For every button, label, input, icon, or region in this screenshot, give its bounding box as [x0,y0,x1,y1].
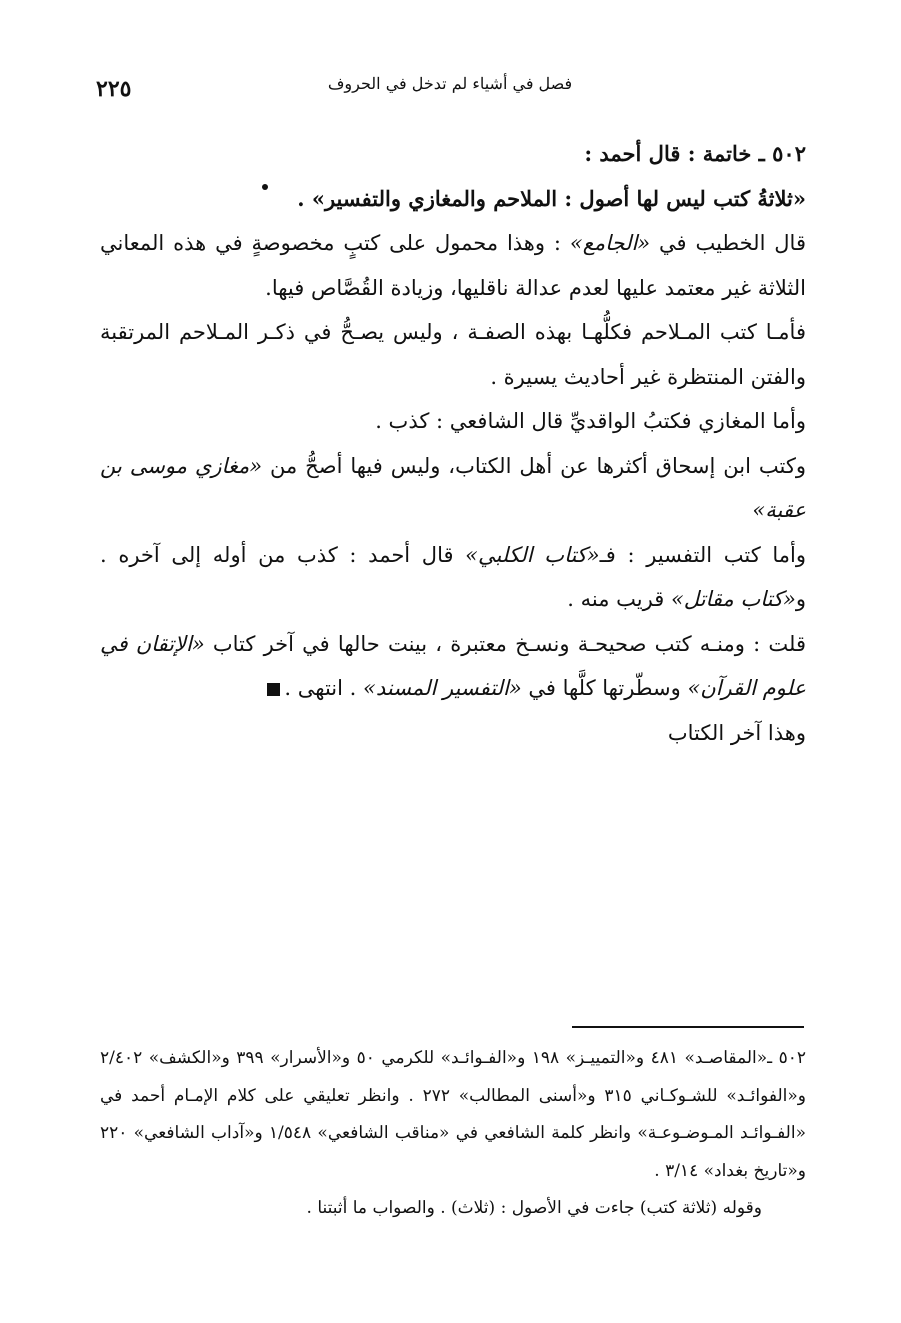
paragraph-8 [100,622,806,711]
end-square-mark [267,683,280,696]
book-title: «الجامع» [569,231,651,255]
paragraph-7 [100,533,806,622]
text-run: وأما كتب التفسير : فـ [599,542,806,567]
running-header: فصل في أشياء لم تدخل في الحروف [327,74,573,93]
text-run: قلت : ومنـه كتب صحيحـة ونسـخ معتبرة ، بينت حالها في آخر كتاب [204,631,806,656]
book-title: «مغازي موسى بن عقبة» [100,453,806,522]
page-number: ٢٢٥ [96,76,132,102]
paragraph-4: فأمـا كتب المـلاحم فكلُّهـا بهذه الصفـة ، وليس يصـحُّ في ذكـر المـلاحم المرتقبة والفتن المنتظرة غير أحاديث يسيرة . [100,320,806,389]
text-run: قال الخطيب في [650,231,806,255]
text-run: : وهذا محمول على كتبٍ مخصوصةٍ في هذه المعاني الثلاثة غير معتمد عليها لعدم عدالة ناقليها، وزيادة القُصَّاص فيها. [100,231,806,300]
paragraph-closing: وهذا آخر الكتاب [667,720,806,745]
book-title: «كتاب الكلبي» [465,542,600,567]
paragraph-5: وأما المغازي فكتبُ الواقديِّ قال الشافعي : كذب . [375,409,806,433]
paragraph-quote: «ثلاثةُ كتب ليس لها أصول : الملاحم والمغازي والتفسير» . [297,185,806,211]
paragraph-heading: ٥٠٢ ـ خاتمة : قال أحمد : [584,141,806,166]
book-title: «كتاب مقاتل» [670,587,796,611]
footnotes [100,1040,806,1228]
text-run: وسطّرتها كلَّها في [521,676,688,700]
footnote-2: وقوله (ثلاثة كتب) جاءت في الأصول : (ثلاث) . والصواب ما أثبتنا . [306,1198,762,1218]
paragraph-3 [100,221,806,310]
paragraph-6 [100,444,806,533]
footnote-1: ٥٠٢ ـ«المقاصـد» ٤٨١ و«التمييـز» ١٩٨ و«الفـوائـد» للكرمي ٥٠ و«الأسرار» ٣٩٩ و«الكشف» ٢/٤٠٢ و«الفوائـد» للشـوكـاني ٣١٥ و«أسنى المطالب» ٢٧٢ . وانظر تعليقي على كلام الإمـام أحمد في «الفـوائـد المـوضـوعـة» وانظر كلمة الشافعي في «مناقب الشافعي» ١/٥٤٨ و«آداب الشافعي» ٢٢٠ و«تاريخ بغداد» ٣/١٤ . [100,1048,806,1181]
text-run: قال أحمد : كذب من أوله إلى آخره . و [100,542,806,611]
text-run: . انتهى . [284,676,363,700]
book-title: «التفسير المسند» [362,676,522,700]
text-run: قريب منه . [567,587,671,611]
main-text [100,132,806,755]
text-run: وكتب ابن إسحاق أكثرها عن أهل الكتاب، وليس فيها أصحُّ من [262,453,806,478]
footnote-separator [572,1026,804,1028]
book-title: «الإتقان في علوم القرآن» [100,631,806,700]
